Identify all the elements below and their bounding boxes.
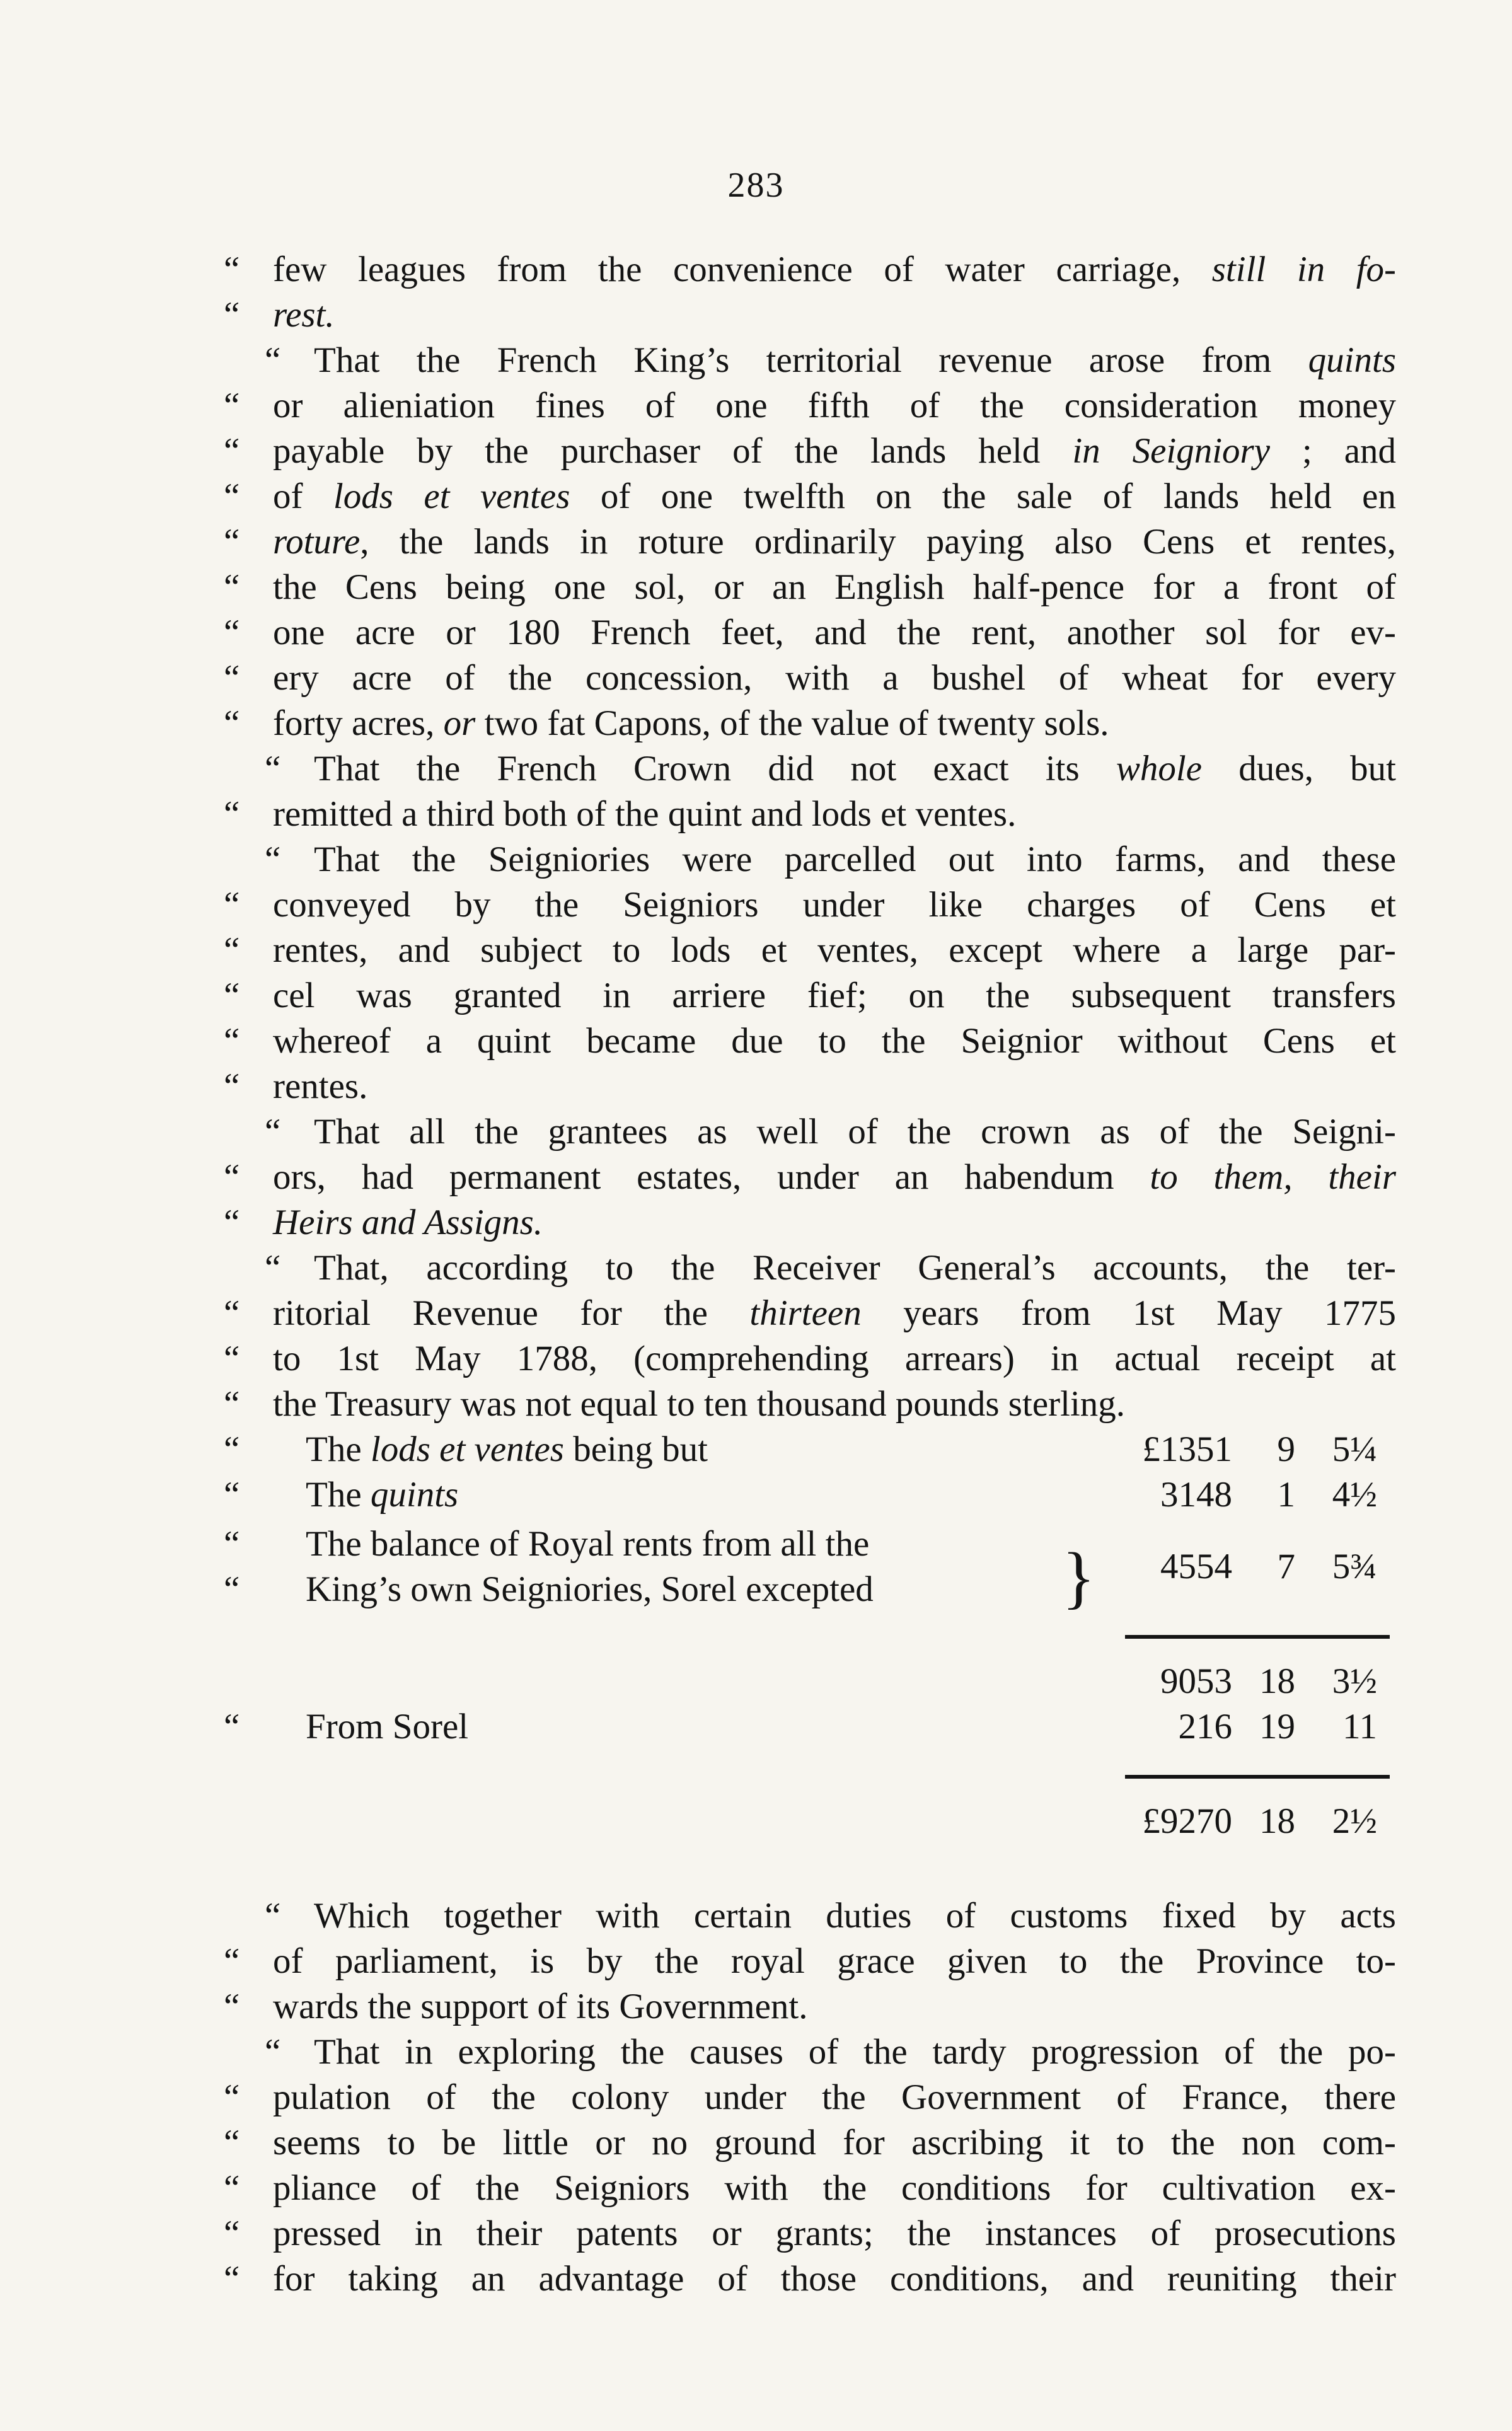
line-text: two fat Capons, of the value of twenty sols. <box>475 703 1109 743</box>
line-text: pliance of the Seigniors with the conditions for cultivation ex- <box>273 2168 1396 2208</box>
quote-mark: “ <box>224 1157 240 1197</box>
text-line <box>224 2166 1396 2211</box>
quints-shillings: 1 <box>1277 1475 1295 1515</box>
lods-shillings: 9 <box>1277 1429 1295 1469</box>
text-line <box>224 1200 1396 1245</box>
text-line <box>224 1382 1396 1427</box>
quote-mark: “ <box>224 2214 240 2253</box>
line-text: That the French King’s territorial revenue arose from <box>314 340 1308 380</box>
italic-text: still in fo- <box>1211 250 1397 289</box>
quote-mark: “ <box>224 1941 240 1981</box>
italic-text: Heirs and Assigns. <box>273 1203 543 1242</box>
line-text: of <box>273 476 333 516</box>
italic-text: lods et ventes <box>333 476 570 516</box>
quote-mark: “ <box>224 1021 240 1061</box>
text-line <box>224 565 1396 610</box>
line-text: That in exploring the causes of the tardy progression of the po- <box>314 2032 1396 2072</box>
quote-mark: “ <box>265 1896 281 1936</box>
quote-mark: “ <box>224 567 240 607</box>
line-text: years from 1st May 1775 <box>861 1293 1397 1333</box>
text-line <box>224 2211 1396 2256</box>
paragraphs-after <box>224 1893 1396 2302</box>
text-line <box>224 655 1396 701</box>
line-text: conveyed by the Seigniors under like charges of Cens et <box>273 885 1396 925</box>
line-text: That the French Crown did not exact its <box>314 749 1116 788</box>
account-row-quints: “ The quints 3148 1 4½ <box>224 1472 1396 1518</box>
royal-rents-shillings: 7 <box>1277 1547 1295 1586</box>
quote-mark: “ <box>224 613 240 652</box>
quote-mark: “ <box>224 1066 240 1106</box>
text-line <box>224 1984 1396 2030</box>
text-line <box>224 1939 1396 1984</box>
total-shillings: 18 <box>1259 1801 1295 1841</box>
quote-mark: “ <box>224 1987 240 2026</box>
paragraph <box>224 2030 1396 2302</box>
quote-mark: “ <box>224 1203 240 1242</box>
quote-mark: “ <box>265 1248 281 1288</box>
text-line <box>224 2256 1396 2302</box>
total-pounds: £9270 <box>1142 1801 1232 1841</box>
quints-pounds: 3148 <box>1160 1475 1232 1515</box>
text-line <box>224 247 1396 292</box>
line-text: wards the support of its Government. <box>273 1987 808 2026</box>
quote-mark: “ <box>265 749 281 788</box>
line-text: Which together with certain duties of customs fixed by acts <box>314 1896 1396 1936</box>
text-line <box>224 882 1396 928</box>
text-line <box>224 338 1396 383</box>
line-text: dues, but <box>1202 749 1396 788</box>
text-line <box>224 701 1396 746</box>
account-row-sorel: “ From Sorel 216 19 11 <box>224 1704 1396 1750</box>
account-row-royal-rents-1: “ The balance of Royal rents from all the <box>224 1524 870 1564</box>
line-text: , the lands in roture ordinarily paying also Cens et rentes, <box>360 522 1396 562</box>
quote-mark: “ <box>224 431 240 471</box>
text-line <box>224 383 1396 429</box>
quote-mark: “ <box>265 2032 281 2072</box>
line-text: of parliament, is by the royal grace given to the Province to- <box>273 1941 1396 1981</box>
quote-mark: “ <box>224 2077 240 2117</box>
account-row-lods: “ The lods et ventes being but £1351 9 5¼ <box>224 1427 1396 1472</box>
quote-mark: “ <box>224 295 240 335</box>
quote-mark: “ <box>224 522 240 562</box>
royal-rents-pounds: 4554 <box>1160 1547 1232 1586</box>
account-row-subtotal <box>224 1659 1396 1704</box>
paragraph <box>224 1893 1396 2030</box>
quote-mark: “ <box>224 1384 240 1424</box>
line-text: ; and <box>1270 431 1397 471</box>
text-line <box>224 1291 1396 1336</box>
line-text: for taking an advantage of those conditions, and reuniting their <box>273 2259 1396 2299</box>
subtotal-pounds: 9053 <box>1160 1661 1232 1701</box>
paragraphs-before <box>224 247 1396 1427</box>
paragraph <box>224 746 1396 837</box>
line-text: ors, had permanent estates, under an habendum <box>273 1157 1150 1197</box>
text-line <box>224 746 1396 792</box>
quote-mark: “ <box>224 976 240 1015</box>
quote-mark: “ <box>224 476 240 516</box>
quote-mark: “ <box>224 930 240 970</box>
quote-mark: “ <box>265 1112 281 1152</box>
text-line <box>224 1245 1396 1291</box>
text-line <box>224 2120 1396 2166</box>
quints-pence: 4½ <box>1332 1475 1377 1515</box>
line-text: seems to be little or no ground for ascribing it to the non com- <box>273 2123 1396 2162</box>
italic-text: in Seigniory <box>1072 431 1271 471</box>
italic-text: rest. <box>273 295 335 335</box>
line-text: forty acres, <box>273 703 444 743</box>
text-line <box>224 792 1396 837</box>
line-text: whereof a quint became due to the Seignior without Cens et <box>273 1021 1396 1061</box>
line-text: That, according to the Receiver General’s accounts, the ter- <box>314 1248 1396 1288</box>
line-text: ery acre of the concession, with a bushel of wheat for every <box>273 658 1396 698</box>
italic-text: roture <box>273 522 361 562</box>
line-text: payable by the purchaser of the lands held <box>273 431 1073 471</box>
text-line <box>224 1155 1396 1200</box>
page-number: 283 <box>727 166 785 205</box>
text-line <box>224 2075 1396 2120</box>
text-line <box>224 2030 1396 2075</box>
line-text: the Treasury was not equal to ten thousand pounds sterling. <box>273 1384 1126 1424</box>
italic-text: quints <box>1308 340 1396 380</box>
quote-mark: “ <box>224 1339 240 1378</box>
quote-mark: “ <box>224 2259 240 2299</box>
text-line <box>224 519 1396 565</box>
text-line <box>224 474 1396 519</box>
italic-text: or <box>443 703 476 743</box>
right-brace: } <box>1062 1539 1095 1615</box>
quote-mark: “ <box>224 794 240 834</box>
line-text: of one twelfth on the sale of lands held en <box>570 476 1396 516</box>
quote-mark: “ <box>224 1293 240 1333</box>
italic-text: whole <box>1116 749 1203 788</box>
quote-mark: “ <box>224 2123 240 2162</box>
text-line <box>224 1109 1396 1155</box>
quote-mark: “ <box>224 386 240 425</box>
royal-rents-pence: 5¾ <box>1332 1547 1377 1586</box>
account-row-total <box>224 1799 1396 1844</box>
line-text: the Cens being one sol, or an English half-pence for a front of <box>273 567 1396 607</box>
subtotal-rule <box>1125 1635 1390 1639</box>
lods-pounds: £1351 <box>1142 1429 1232 1469</box>
revenue-account <box>224 1427 1396 1893</box>
paragraph <box>224 1109 1396 1245</box>
italic-text: thirteen <box>749 1293 862 1333</box>
text-line <box>224 1336 1396 1382</box>
line-text: to 1st May 1788, (comprehending arrears) in actual receipt at <box>273 1339 1396 1378</box>
line-text: remitted a third both of the quint and lods et ventes. <box>273 794 1017 834</box>
sorel-pounds: 216 <box>1178 1707 1232 1747</box>
quote-mark: “ <box>265 840 281 879</box>
line-text: rentes, and subject to lods et ventes, except where a large par- <box>273 930 1396 970</box>
quote-mark: “ <box>224 658 240 698</box>
text-line <box>224 837 1396 882</box>
body-text <box>224 247 1396 2302</box>
text-line <box>224 429 1396 474</box>
account-row-royal-rents-2: “ King’s own Seigniories, Sorel excepted <box>224 1569 874 1609</box>
subtotal-pence: 3½ <box>1332 1661 1377 1701</box>
paragraph <box>224 1245 1396 1427</box>
text-line <box>224 973 1396 1019</box>
text-line <box>224 928 1396 973</box>
paragraph <box>224 338 1396 746</box>
account-row-royal-rents-total <box>224 1544 1396 1590</box>
quote-mark: “ <box>224 2168 240 2208</box>
line-text: few leagues from the convenience of water carriage, <box>273 250 1212 289</box>
line-text: rentes. <box>273 1066 368 1106</box>
paragraph <box>224 837 1396 1109</box>
line-text: pressed in their patents or grants; the instances of prosecutions <box>273 2214 1396 2253</box>
total-rule <box>1125 1775 1390 1779</box>
line-text: cel was granted in arriere fief; on the subsequent transfers <box>273 976 1396 1015</box>
text-line <box>224 1019 1396 1064</box>
line-text: That the Seigniories were parcelled out into farms, and these <box>314 840 1396 879</box>
text-line <box>224 1064 1396 1109</box>
paragraph <box>224 247 1396 338</box>
sorel-shillings: 19 <box>1259 1707 1295 1747</box>
italic-text: to them, their <box>1150 1157 1396 1197</box>
total-pence: 2½ <box>1332 1801 1377 1841</box>
quote-mark: “ <box>265 340 281 380</box>
line-text: pulation of the colony under the Government of France, there <box>273 2077 1396 2117</box>
text-line <box>224 292 1396 338</box>
line-text: one acre or 180 French feet, and the rent, another sol for ev- <box>273 613 1396 652</box>
line-text: That all the grantees as well of the crown as of the Seigni- <box>314 1112 1396 1152</box>
subtotal-shillings: 18 <box>1259 1661 1295 1701</box>
text-line <box>224 610 1396 655</box>
line-text: or alieniation fines of one fifth of the consideration money <box>273 386 1396 425</box>
lods-pence: 5¼ <box>1332 1429 1377 1469</box>
line-text: ritorial Revenue for the <box>273 1293 750 1333</box>
sorel-pence: 11 <box>1342 1707 1377 1747</box>
quote-mark: “ <box>224 250 240 289</box>
quote-mark: “ <box>224 703 240 743</box>
text-line <box>224 1893 1396 1939</box>
quote-mark: “ <box>224 885 240 925</box>
